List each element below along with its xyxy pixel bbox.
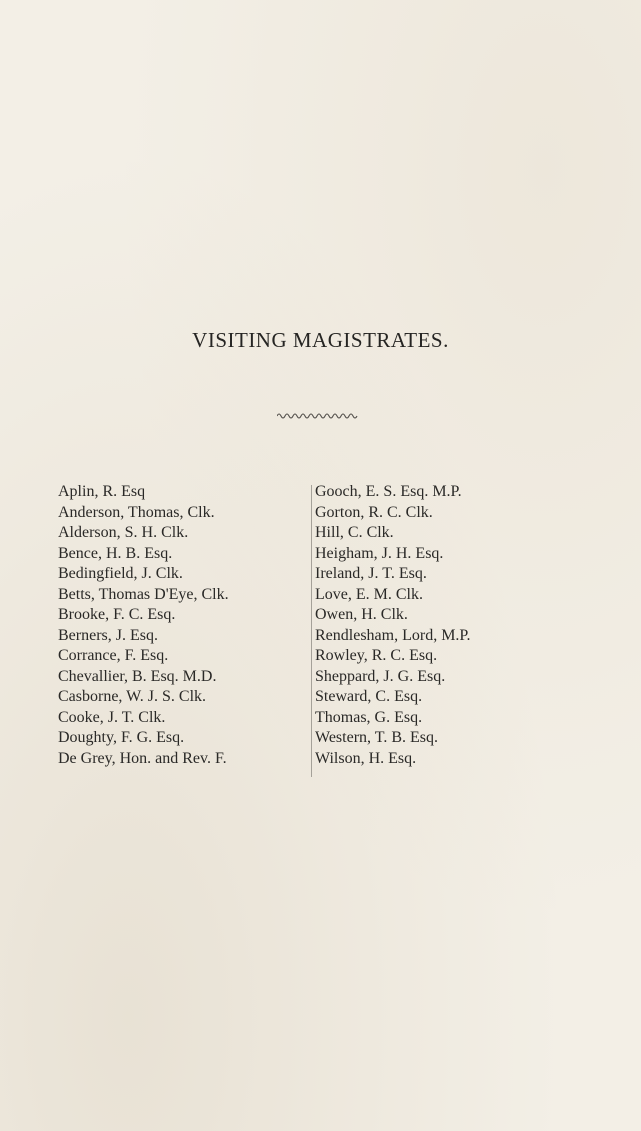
list-item: Corrance, F. Esq. [58, 647, 169, 664]
list-item: Sheppard, J. G. Esq. [315, 667, 446, 685]
list-item: Casborne, W. J. S. Clk. [58, 688, 207, 705]
magistrates-list-right [315, 482, 471, 769]
list-item: Heigham, J. H. Esq. [315, 544, 444, 562]
column-divider [311, 485, 312, 777]
list-item: Cooke, J. T. Clk. [58, 708, 166, 726]
list-item: Betts, Thomas D'Eye, Clk. [58, 585, 229, 603]
list-item: Brooke, F. C. Esq. [58, 606, 176, 623]
magistrates-list-left [58, 482, 229, 769]
list-item: Western, T. B. Esq. [315, 729, 438, 746]
list-item: Wilson, H. Esq. [315, 749, 417, 767]
list-item: Owen, H. Clk. [315, 606, 408, 623]
list-item: Doughty, F. G. Esq. [58, 729, 185, 746]
list-item: Anderson, Thomas, Clk. [58, 503, 215, 521]
list-item: Gorton, R. C. Clk. [315, 503, 433, 521]
page-title: VISITING MAGISTRATES. [192, 328, 449, 352]
list-item: De Grey, Hon. and Rev. F. [58, 749, 227, 767]
list-item: Steward, C. Esq. [315, 688, 423, 705]
wavy-rule-ornament [277, 412, 359, 420]
list-item: Rendlesham, Lord, M.P. [315, 626, 471, 644]
list-item: Ireland, J. T. Esq. [315, 565, 427, 582]
list-item: Rowley, R. C. Esq. [315, 647, 438, 664]
list-item: Hill, C. Clk. [315, 524, 394, 541]
list-item: Alderson, S. H. Clk. [58, 524, 189, 541]
list-item: Thomas, G. Esq. [315, 708, 423, 726]
list-item: Aplin, R. Esq [58, 483, 146, 500]
list-item: Berners, J. Esq. [58, 626, 158, 644]
list-item: Love, E. M. Clk. [315, 585, 423, 603]
list-item: Bedingfield, J. Clk. [58, 565, 183, 582]
list-item: Bence, H. B. Esq. [58, 544, 173, 562]
list-item: Gooch, E. S. Esq. M.P. [315, 483, 462, 500]
list-item: Chevallier, B. Esq. M.D. [58, 667, 217, 685]
